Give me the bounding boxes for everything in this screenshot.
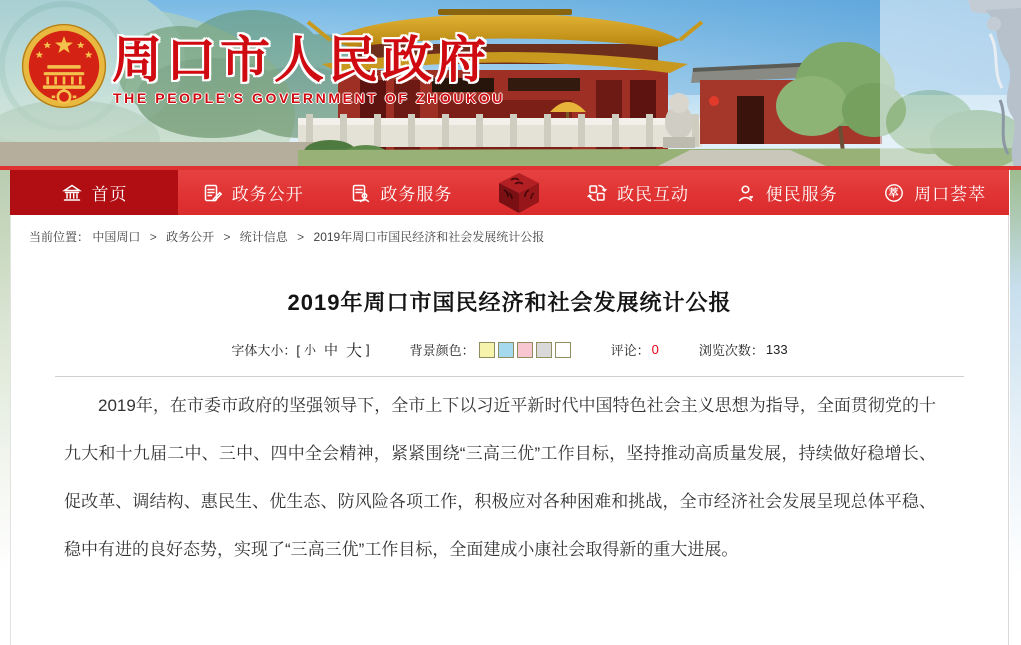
nav-item-label: 政务服务: [380, 185, 453, 204]
bg-color-control: [410, 340, 571, 359]
page-bg-right: [1010, 170, 1021, 645]
nav-item-label: 周口荟萃: [914, 185, 987, 204]
article-title: 2019年周口市国民经济和社会发展统计公报: [287, 290, 732, 315]
font-size-control: [231, 338, 369, 361]
nav-item-interaction[interactable]: [563, 170, 712, 215]
nav-item-gov-services[interactable]: [327, 170, 476, 215]
seal-cube-decoration: [493, 172, 545, 219]
font-size-label: 字体大小：[: [231, 343, 300, 358]
bg-color-label: 背景颜色：: [409, 343, 475, 358]
breadcrumb-separator: >: [149, 230, 157, 244]
breadcrumb-link-gov-info[interactable]: 政务公开: [166, 230, 215, 244]
nav-item-gov-info[interactable]: [178, 170, 327, 215]
nav-item-highlights[interactable]: [860, 170, 1009, 215]
comments-count: 0: [651, 342, 659, 357]
national-emblem: [20, 22, 108, 110]
breadcrumb-separator: >: [223, 230, 231, 244]
page-bg-left: [0, 170, 10, 645]
site-banner: [0, 0, 1021, 170]
svg-text:萃: 萃: [888, 188, 900, 200]
document-person-icon: [349, 182, 371, 204]
main-content: [10, 215, 1009, 645]
nav-item-label: 首页: [91, 185, 128, 204]
nav-item-label: 政民互动: [616, 185, 689, 204]
views-counter: [699, 340, 788, 359]
views-count: 133: [765, 342, 788, 357]
title-divider: [55, 376, 964, 377]
home-building-icon: [61, 182, 83, 204]
bg-color-swatches: [479, 342, 571, 358]
breadcrumb-label: 当前位置：: [29, 230, 90, 244]
site-title-cn: 周口市人民政府: [112, 32, 490, 88]
bg-color-swatch-blue[interactable]: [498, 342, 514, 358]
views-label: 浏览次数：: [698, 343, 764, 358]
breadcrumb-link-statistics[interactable]: 统计信息: [239, 230, 288, 244]
nav-item-citizen-services[interactable]: [712, 170, 861, 215]
interaction-arrows-icon: [586, 182, 608, 204]
document-pen-icon: [201, 182, 223, 204]
font-size-medium-button[interactable]: 中: [324, 341, 338, 358]
font-size-small-button[interactable]: 小: [303, 343, 316, 357]
bg-color-swatch-gray[interactable]: [536, 342, 552, 358]
breadcrumb-separator: >: [297, 230, 305, 244]
article-toolbar: [11, 338, 1008, 361]
nav-item-label: 政务公开: [231, 185, 304, 204]
breadcrumb: [11, 215, 1008, 245]
bg-color-swatch-pink[interactable]: [517, 342, 533, 358]
main-nav: [10, 170, 1009, 215]
font-size-bracket-close: ]: [366, 342, 370, 357]
breadcrumb-link-home[interactable]: 中国周口: [92, 230, 141, 244]
font-size-large-button[interactable]: 大: [346, 343, 363, 360]
site-title-en: THE PEOPLE'S GOVERNMENT OF ZHOUKOU: [113, 90, 505, 106]
comments-counter: [611, 340, 659, 359]
nav-center-decoration-slot: [475, 170, 563, 215]
nav-item-home[interactable]: [10, 170, 178, 215]
article-paragraph: 2019年，在市委市政府的坚强领导下，全市上下以习近平新时代中国特色社会主义思想为指导，全面贯彻党的十九大和十九届二中、三中、四中全会精神，紧紧围绕“三高三优”工作目标，坚持推动高质量发展，持续做好稳增长、促改革、调结构、惠民生、优生态、防风险各项工作，积极应对各种困难和挑战，全市经济社会发展呈现总体平稳、稳中有进的良好态势，实现了“三高三优”工作目标，全面建成小康社会取得新的重大进展。: [64, 396, 936, 559]
nav-item-label: 便民服务: [765, 185, 838, 204]
bg-color-swatch-white[interactable]: [555, 342, 571, 358]
person-heart-icon: [735, 182, 757, 204]
comments-label: 评论：: [610, 343, 650, 358]
breadcrumb-current: 2019年周口市国民经济和社会发展统计公报: [313, 230, 545, 244]
bg-color-swatch-yellow[interactable]: [479, 342, 495, 358]
stone-balustrade: [298, 114, 702, 147]
cui-badge-icon: [883, 182, 905, 204]
